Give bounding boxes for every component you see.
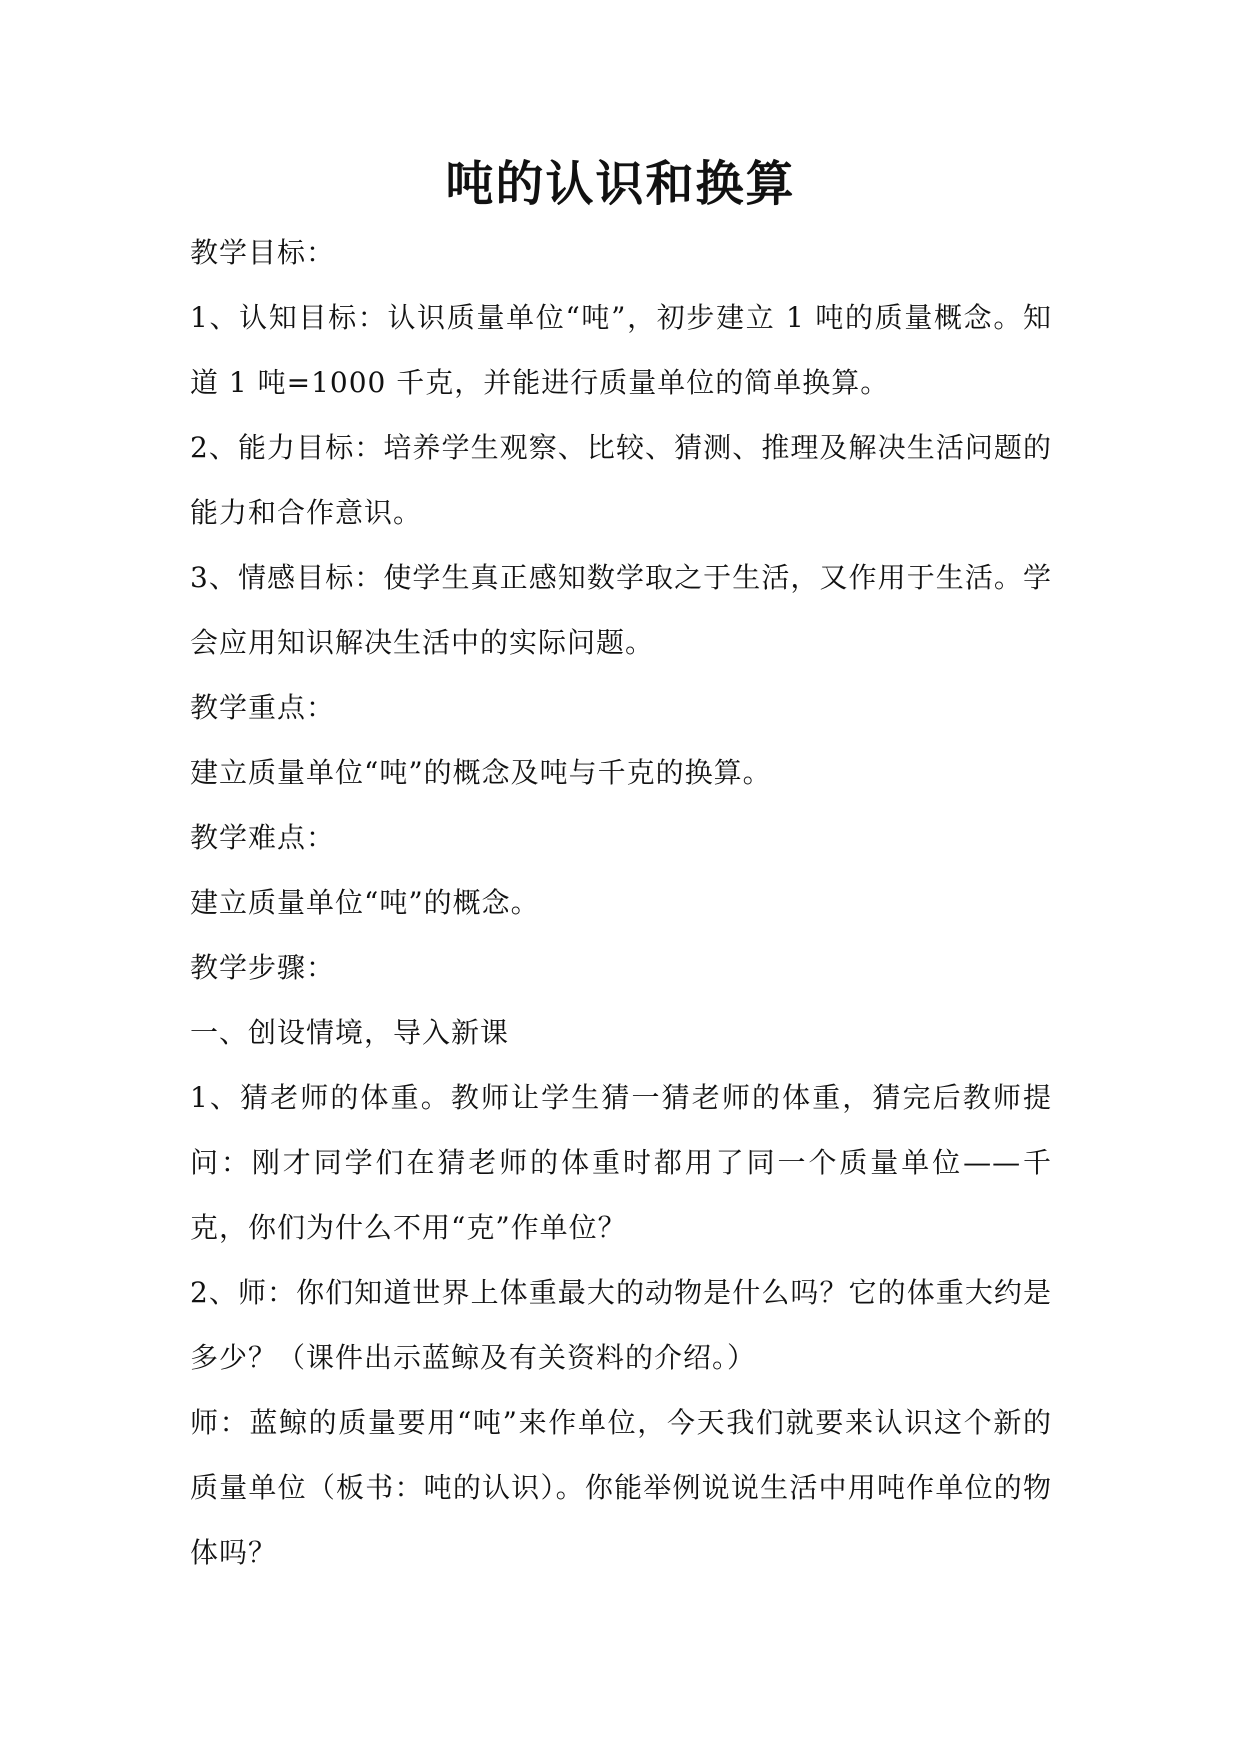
- document-title: 吨的认识和换算: [445, 156, 796, 212]
- teacher-remark: 师：蓝鲸的质量要用“吨”来作单位，今天我们就要来认识这个新的质量单位（板书：吨的认识）。你能举例说说生活中用吨作单位的物体吗？: [190, 1406, 1052, 1569]
- section-heading-difficulties: 教学难点：: [190, 821, 336, 854]
- step-item-2: 2、师：你们知道世界上体重最大的动物是什么吗？它的体重大约是多少？（课件出示蓝鲸及有关资料的介绍。）: [190, 1276, 1052, 1374]
- section-heading-steps: 教学步骤：: [190, 951, 336, 984]
- key-points-text: 建立质量单位“吨”的概念及吨与千克的换算。: [190, 756, 772, 789]
- step-item-1: 1、猜老师的体重。教师让学生猜一猜老师的体重，猜完后教师提问：刚才同学们在猜老师的体重时都用了同一个质量单位——千克，你们为什么不用“克”作单位？: [190, 1081, 1052, 1244]
- difficulties-text: 建立质量单位“吨”的概念。: [190, 886, 540, 919]
- objective-cognitive: 1、认知目标：认识质量单位“吨”，初步建立 1 吨的质量概念。知道 1 吨=1000 千克，并能进行质量单位的简单换算。: [190, 301, 1052, 399]
- section-heading-objectives: 教学目标：: [190, 236, 336, 269]
- objective-emotional: 3、情感目标：使学生真正感知数学取之于生活，又作用于生活。学会应用知识解决生活中的实际问题。: [190, 561, 1052, 659]
- document-body: [190, 220, 1052, 1585]
- section-heading-key-points: 教学重点：: [190, 691, 336, 724]
- step-heading-1: 一、创设情境，导入新课: [190, 1016, 510, 1049]
- objective-ability: 2、能力目标：培养学生观察、比较、猜测、推理及解决生活问题的能力和合作意识。: [190, 431, 1052, 529]
